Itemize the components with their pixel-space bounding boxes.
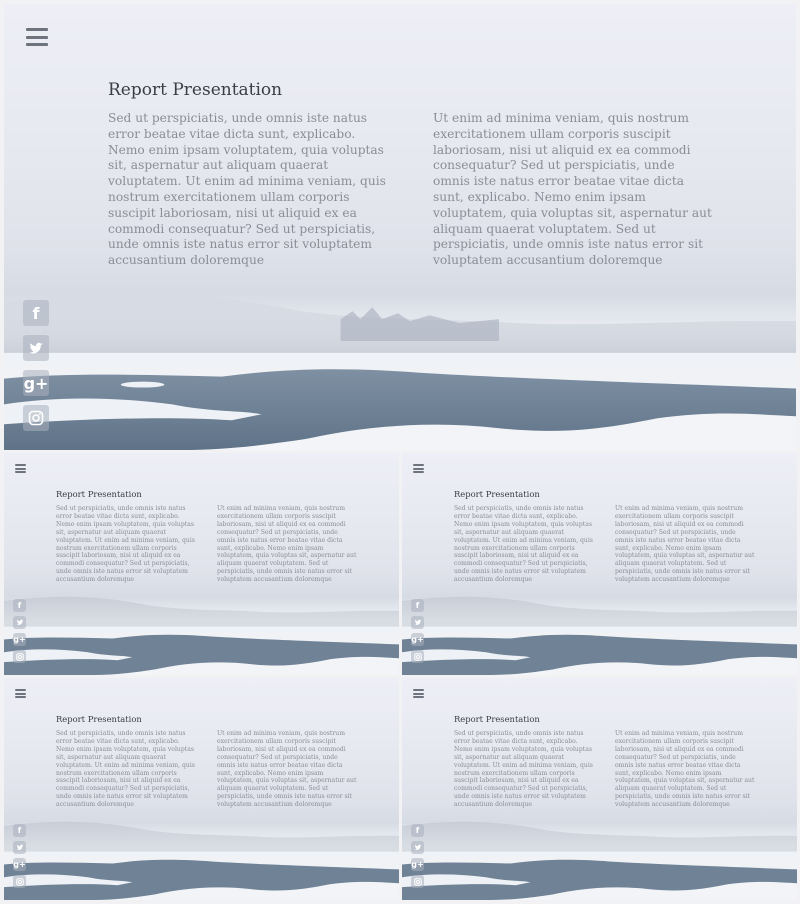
google-plus-glyph: g+ (13, 860, 26, 869)
menu-bar (15, 689, 26, 691)
menu-button[interactable] (26, 28, 48, 46)
menu-bar (15, 696, 26, 698)
twitter-icon[interactable] (13, 841, 26, 854)
menu-bar (26, 28, 48, 31)
twitter-icon[interactable] (23, 335, 49, 361)
slide-thumbnail (402, 453, 797, 675)
facebook-glyph: f (415, 601, 420, 610)
text-column-left: Sed ut perspiciatis, unde omnis iste natus error beatae vitae dicta sunt, explicabo. Nemo enim ipsam voluptatem, quia voluptas sit, aspernatur aut aliquam quaerat voluptatem. Ut enim ad minima veniam, quis nostrum exercitationem ullam corporis suscipit laboriosam, nisi ut aliquid ex ea commodi consequatur? Sed ut perspiciatis, unde omnis iste natus error sit voluptatem accusantium doloremque (56, 730, 195, 809)
slide-title: Report Presentation (454, 714, 540, 724)
text-column-left: Sed ut perspiciatis, unde omnis iste natus error beatae vitae dicta sunt, explicabo. Nemo enim ipsam voluptatem, quia voluptas sit, aspernatur aut aliquam quaerat voluptatem. Ut enim ad minima veniam, quis nostrum exercitationem ullam corporis suscipit laboriosam, nisi ut aliquid ex ea commodi consequatur? Sed ut perspiciatis, unde omnis iste natus error sit voluptatem accusantium doloremque (454, 505, 593, 584)
twitter-icon[interactable] (411, 841, 424, 854)
social-links (23, 300, 49, 431)
google-plus-glyph: g+ (411, 635, 424, 644)
facebook-icon[interactable] (411, 824, 424, 837)
slide-title: Report Presentation (454, 489, 540, 499)
menu-bar (26, 36, 48, 39)
menu-button[interactable] (413, 689, 424, 698)
instagram-icon[interactable] (13, 650, 26, 663)
twitter-icon[interactable] (13, 616, 26, 629)
slide-title: Report Presentation (56, 714, 142, 724)
menu-bar (15, 468, 26, 470)
menu-button[interactable] (15, 464, 26, 473)
slide-title: Report Presentation (108, 80, 283, 100)
google-plus-icon[interactable] (13, 633, 26, 646)
google-plus-glyph: g+ (23, 373, 49, 393)
menu-bar (15, 464, 26, 466)
menu-bar (413, 468, 424, 470)
slide-thumbnail (4, 678, 399, 900)
text-column-right: Ut enim ad minima veniam, quis nostrum exercitationem ullam corporis suscipit laboriosam, nisi ut aliquid ex ea commodi consequatur? Sed ut perspiciatis, unde omnis iste natus error beatae vitae dicta sunt, explicabo. Nemo enim ipsam voluptatem, quia voluptas sit, aspernatur aut aliquam quaerat voluptatem. Sed ut perspiciatis, unde omnis iste natus error sit voluptatem accusantium doloremque (615, 505, 755, 584)
text-column-left: Sed ut perspiciatis, unde omnis iste natus error beatae vitae dicta sunt, explicabo. Nemo enim ipsam voluptatem, quia voluptas sit, aspernatur aut aliquam quaerat voluptatem. Ut enim ad minima veniam, quis nostrum exercitationem ullam corporis suscipit laboriosam, nisi ut aliquid ex ea commodi consequatur? Sed ut perspiciatis, unde omnis iste natus error sit voluptatem accusantium doloremque (56, 505, 195, 584)
facebook-glyph: f (17, 826, 22, 835)
text-column-right: Ut enim ad minima veniam, quis nostrum exercitationem ullam corporis suscipit laboriosam, nisi ut aliquid ex ea commodi consequatur? Sed ut perspiciatis, unde omnis iste natus error beatae vitae dicta sunt, explicabo. Nemo enim ipsam voluptatem, quia voluptas sit, aspernatur aut aliquam quaerat voluptatem. Sed ut perspiciatis, unde omnis iste natus error sit voluptatem accusantium doloremque (433, 111, 712, 268)
facebook-icon[interactable] (411, 599, 424, 612)
menu-bar (413, 471, 424, 473)
facebook-icon[interactable] (13, 599, 26, 612)
facebook-glyph: f (32, 303, 40, 323)
text-column-left: Sed ut perspiciatis, unde omnis iste natus error beatae vitae dicta sunt, explicabo. Nemo enim ipsam voluptatem, quia voluptas sit, aspernatur aut aliquam quaerat voluptatem. Ut enim ad minima veniam, quis nostrum exercitationem ullam corporis suscipit laboriosam, nisi ut aliquid ex ea commodi consequatur? Sed ut perspiciatis, unde omnis iste natus error sit voluptatem accusantium doloremque (454, 730, 593, 809)
slide-main (4, 4, 796, 450)
instagram-icon[interactable] (411, 875, 424, 888)
instagram-icon[interactable] (13, 875, 26, 888)
slide-thumbnail (4, 453, 399, 675)
text-column-right: Ut enim ad minima veniam, quis nostrum exercitationem ullam corporis suscipit laboriosam, nisi ut aliquid ex ea commodi consequatur? Sed ut perspiciatis, unde omnis iste natus error beatae vitae dicta sunt, explicabo. Nemo enim ipsam voluptatem, quia voluptas sit, aspernatur aut aliquam quaerat voluptatem. Sed ut perspiciatis, unde omnis iste natus error sit voluptatem accusantium doloremque (615, 730, 755, 809)
menu-bar (15, 471, 26, 473)
menu-bar (413, 696, 424, 698)
google-plus-icon[interactable] (411, 858, 424, 871)
social-links (13, 599, 26, 663)
google-plus-glyph: g+ (411, 860, 424, 869)
menu-bar (26, 43, 48, 46)
instagram-icon[interactable] (23, 405, 49, 431)
social-links (411, 599, 424, 663)
twitter-icon[interactable] (411, 616, 424, 629)
instagram-icon[interactable] (411, 650, 424, 663)
menu-bar (413, 689, 424, 691)
text-column-left: Sed ut perspiciatis, unde omnis iste natus error beatae vitae dicta sunt, explicabo. Nemo enim ipsam voluptatem, quia voluptas sit, aspernatur aut aliquam quaerat voluptatem. Ut enim ad minima veniam, quis nostrum exercitationem ullam corporis suscipit laboriosam, nisi ut aliquid ex ea commodi consequatur? Sed ut perspiciatis, unde omnis iste natus error sit voluptatem accusantium doloremque (108, 111, 386, 268)
facebook-icon[interactable] (13, 824, 26, 837)
slide-title: Report Presentation (56, 489, 142, 499)
social-links (411, 824, 424, 888)
menu-bar (413, 464, 424, 466)
menu-button[interactable] (15, 689, 26, 698)
menu-bar (15, 693, 26, 695)
google-plus-icon[interactable] (411, 633, 424, 646)
facebook-glyph: f (17, 601, 22, 610)
social-links (13, 824, 26, 888)
text-column-right: Ut enim ad minima veniam, quis nostrum exercitationem ullam corporis suscipit laboriosam, nisi ut aliquid ex ea commodi consequatur? Sed ut perspiciatis, unde omnis iste natus error beatae vitae dicta sunt, explicabo. Nemo enim ipsam voluptatem, quia voluptas sit, aspernatur aut aliquam quaerat voluptatem. Sed ut perspiciatis, unde omnis iste natus error sit voluptatem accusantium doloremque (217, 505, 357, 584)
text-column-right: Ut enim ad minima veniam, quis nostrum exercitationem ullam corporis suscipit laboriosam, nisi ut aliquid ex ea commodi consequatur? Sed ut perspiciatis, unde omnis iste natus error beatae vitae dicta sunt, explicabo. Nemo enim ipsam voluptatem, quia voluptas sit, aspernatur aut aliquam quaerat voluptatem. Sed ut perspiciatis, unde omnis iste natus error sit voluptatem accusantium doloremque (217, 730, 357, 809)
google-plus-glyph: g+ (13, 635, 26, 644)
facebook-glyph: f (415, 826, 420, 835)
slide-thumbnail (402, 678, 797, 900)
facebook-icon[interactable] (23, 300, 49, 326)
menu-bar (413, 693, 424, 695)
menu-button[interactable] (413, 464, 424, 473)
google-plus-icon[interactable] (23, 370, 49, 396)
google-plus-icon[interactable] (13, 858, 26, 871)
